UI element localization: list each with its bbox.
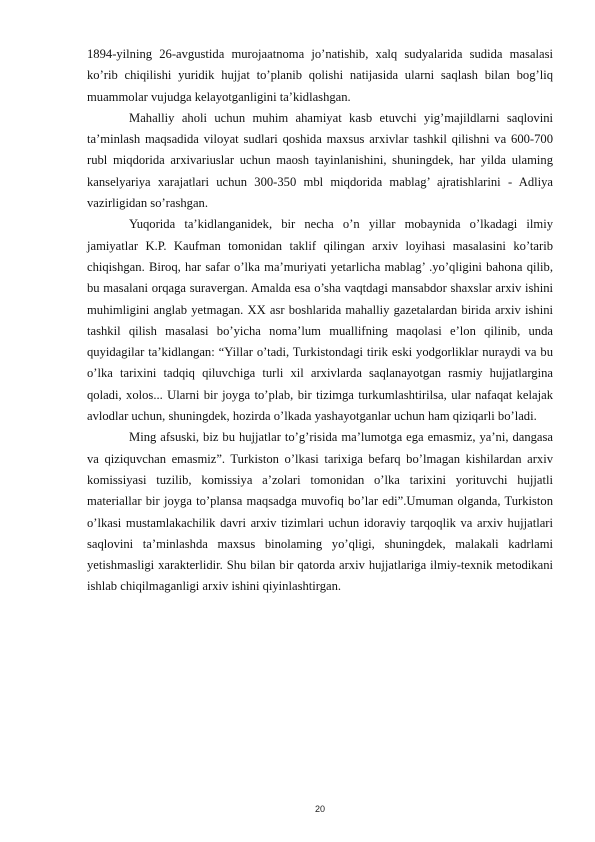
paragraph-1: 1894-yilning 26-avgustida murojaatnoma jo’natishib, xalq sudyalarida sudida masalasi ko’rib chiqilishi yuridik hujjat to’planib qolishi natijasida ularni saqlash bilan bog’liq muammolar vujudga kelayotganligini ta’kidlashgan. [87, 47, 553, 104]
body-text [87, 44, 553, 598]
paragraph-4: Ming afsuski, biz bu hujjatlar to’g’risida ma’lumotga ega emasmiz, ya’ni, dangasa va qiziquvchan emasmiz”. Turkiston o’lkasi tarixiga befarq bo’lmagan kishilardan arxiv komissiyasi tuzilib, komissiya a’zolari tomonidan o’lka tarixini yorituvchi hujjatli materiallar bir joyga to’plansa maqsadga muvofiq bo’lar edi”.Umuman olganda, Turkiston o’lkasi mustamlakachilik davri arxiv tizimlari uchun idoraviy tarqoqlik va arxiv hujjatlari saqlovini ta’minlashda maxsus binolaming yo’qligi, shuningdek, malakali kadrlami yetishmasligi xarakterlidir. Shu bilan bir qatorda arxiv hujjatlariga ilmiy-texnik metodikani ishlab chiqilmaganligi arxiv ishini qiyinlashtirgan. [87, 430, 553, 594]
paragraph-3: Yuqorida ta’kidlanganidek, bir necha o’n yillar mobaynida o’lkadagi ilmiy jamiyatlar K.P. Kaufman tomonidan taklif qilingan arxiv loyihasi masalasini ko’tarib chiqishgan. Biroq, har safar o’lka ma’muriyati yetarlicha mablag’ .yo’qligini bahona qilib, bu masalani orqaga suravergan. Amalda esa o’sha vaqtdagi mansabdor shaxslar arxiv ishini muhimligini anglab yetmagan. XX asr boshlarida mahalliy gazetalardan birida arxiv ishini tashkil qilish masalasi bo’yicha noma’lum muallifning maqolasi e’lon qilinib, unda quyidagilar ta’kidlangan: “Yillar o’tadi, Turkistondagi tirik eski yodgorliklar nuraydi va bu o’lka tarixini tadqiq qiluvchiga turli xil arxivlarda saqlanayotgan rasmiy hujjatlargina qoladi, xolos... Ularni bir joyga to’plab, bir tizimga turkumlashtirilsa, ular nafaqat kelajak avlodlar uchun, shuningdek, hozirda o’lkada yashayotganlar uchun ham qiziqarli bo’ladi. [87, 217, 553, 424]
page-number: 20 [314, 804, 325, 814]
paragraph-2: Mahalliy aholi uchun muhim ahamiyat kasb etuvchi yig’majildlarni saqlovini ta’minlash maqsadida viloyat sudlari qoshida maxsus arxivlar tashkil qilishni va 600-700 rubl miqdorida arxivariuslar uchun maosh tayinlanishini, shuningdek, har yilda ulaming kanselyariya xarajatlari uchun 300-350 mbl miqdorida mablag’ ajratishlarini - Adliya vazirligidan so’rashgan. [87, 110, 553, 211]
